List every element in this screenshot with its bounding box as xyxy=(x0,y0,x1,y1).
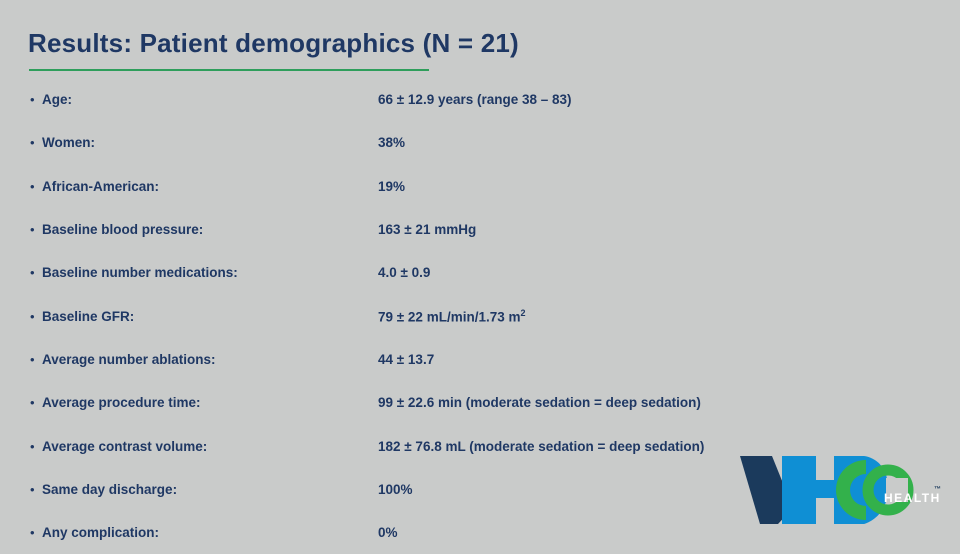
list-item-value-superscript: 2 xyxy=(520,307,526,318)
list-item-label: Baseline blood pressure: xyxy=(42,222,204,238)
list-item-label: Same day discharge: xyxy=(42,481,178,497)
list-item-value: 99 ± 22.6 min (moderate sedation = deep sedation) xyxy=(378,395,701,411)
list-item-value-text: 79 ± 22 mL/min/1.73 m xyxy=(378,309,521,325)
list-item xyxy=(28,338,928,381)
list-item-label: Average procedure time: xyxy=(42,395,201,411)
vhc-health-logo xyxy=(738,452,948,528)
list-item xyxy=(28,78,928,121)
list-item-value: 0% xyxy=(378,525,398,541)
list-item xyxy=(28,121,928,164)
page-title: Results: Patient demographics (N = 21) xyxy=(28,28,519,58)
list-item-label: Baseline GFR: xyxy=(42,308,135,324)
list-item-value: 44 ± 13.7 xyxy=(378,351,435,367)
logo-mark-icon xyxy=(738,452,948,528)
logo-sub-text: HEALTH xyxy=(884,491,941,505)
bullet-marker-icon: • xyxy=(30,525,35,541)
bullet-marker-icon: • xyxy=(30,308,35,324)
list-item-value: 4.0 ± 0.9 xyxy=(378,265,431,281)
bullet-marker-icon: • xyxy=(30,395,35,411)
list-item xyxy=(28,251,928,294)
list-item-value xyxy=(378,308,928,325)
bullet-marker-icon: • xyxy=(30,92,35,108)
bullet-marker-icon: • xyxy=(30,265,35,281)
list-item xyxy=(28,381,928,424)
list-item-value: 19% xyxy=(378,178,406,194)
bullet-marker-icon: • xyxy=(30,438,35,454)
list-item-value: 38% xyxy=(378,135,406,151)
list-item xyxy=(28,294,928,337)
list-item-value: 66 ± 12.9 years (range 38 – 83) xyxy=(378,92,572,108)
bullet-marker-icon: • xyxy=(30,351,35,367)
list-item-label: African-American: xyxy=(42,178,160,194)
list-item-label: Age: xyxy=(42,92,72,108)
list-item-label: Any complication: xyxy=(42,525,160,541)
list-item-value: 163 ± 21 mmHg xyxy=(378,222,477,238)
logo-trademark: ™ xyxy=(934,486,941,493)
bullet-marker-icon: • xyxy=(30,135,35,151)
list-item-value: 100% xyxy=(378,481,413,497)
list-item-label: Women: xyxy=(42,135,95,151)
title-underline xyxy=(29,69,429,71)
list-item-label: Average number ablations: xyxy=(42,351,216,367)
list-item-label: Average contrast volume: xyxy=(42,438,208,454)
bullet-marker-icon: • xyxy=(30,222,35,238)
list-item xyxy=(28,165,928,208)
bullet-marker-icon: • xyxy=(30,178,35,194)
list-item-value: 182 ± 76.8 mL (moderate sedation = deep sedation) xyxy=(378,438,705,454)
bullet-marker-icon: • xyxy=(30,481,35,497)
list-item xyxy=(28,208,928,251)
list-item-label: Baseline number medications: xyxy=(42,265,238,281)
